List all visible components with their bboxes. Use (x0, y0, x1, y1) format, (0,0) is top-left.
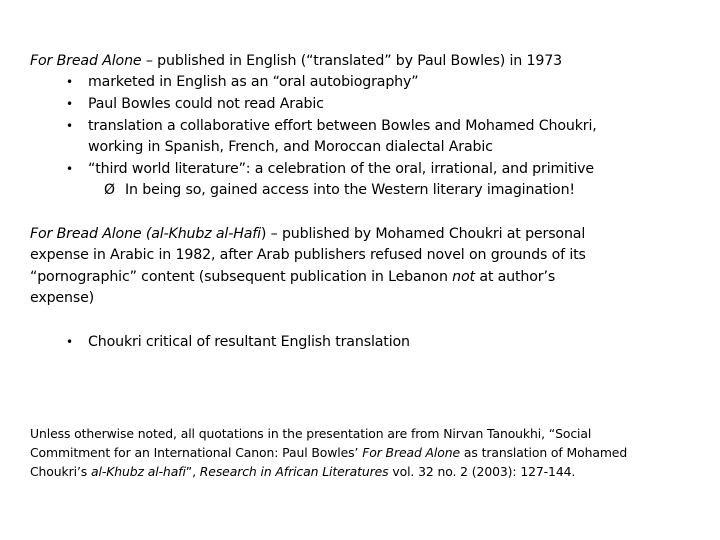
bullet-item-continuation: working in Spanish, French, and Moroccan dialectal Arabic (88, 139, 493, 155)
footnote-text: vol. 32 no. 2 (2003): 127-144. (388, 464, 576, 479)
bullet-item: marketed in English as an “oral autobiography” (88, 74, 419, 90)
bullet-marker: • (66, 119, 74, 133)
bullet-item: translation a collaborative effort between Bowles and Mohamed Choukri, (88, 118, 597, 134)
footnote-line (30, 442, 627, 463)
book-title: For Bread Alone (30, 53, 142, 69)
journal-title: Research in African Literatures (199, 464, 389, 479)
footnote-line (30, 461, 575, 482)
paragraph-line (30, 224, 585, 246)
book-title: al-Khubz al-hafi (90, 464, 186, 479)
paragraph-line (30, 267, 555, 289)
paragraph-line: expense in Arabic in 1982, after Arab publishers refused novel on grounds of its (30, 247, 586, 263)
footnote-text: ”, (185, 464, 200, 479)
emphasis: not (452, 269, 475, 285)
paragraph-text: ) – published by Mohamed Choukri at personal (260, 226, 586, 242)
bullet-item: Paul Bowles could not read Arabic (88, 96, 324, 112)
paragraph-text: at author’s (474, 269, 556, 285)
footnote-text: Commitment for an International Canon: Paul Bowles’ (30, 445, 363, 460)
footnote-text: as translation of Mohamed (460, 445, 628, 460)
book-title: For Bread Alone (al-Khubz al-Hafi (30, 226, 261, 242)
footnote-text: Choukri’s (30, 464, 91, 479)
paragraph-text: “pornographic” content (subsequent publication in Lebanon (30, 269, 453, 285)
arrow-bullet-icon: Ø (104, 182, 116, 198)
bullet-marker: • (66, 75, 74, 89)
bullet-marker: • (66, 335, 74, 349)
book-title: For Bread Alone (362, 445, 461, 460)
paragraph-heading (30, 51, 562, 73)
bullet-marker: • (66, 97, 74, 111)
bullet-item: Choukri critical of resultant English translation (88, 334, 410, 350)
bullet-item: “third world literature”: a celebration of the oral, irrational, and primitive (88, 161, 594, 177)
bullet-marker: • (66, 162, 74, 176)
sub-bullet-item: In being so, gained access into the Western literary imagination! (125, 182, 575, 198)
heading-text: – published in English (“translated” by Paul Bowles) in 1973 (141, 53, 562, 69)
paragraph-line: expense) (30, 290, 95, 306)
footnote-line: Unless otherwise noted, all quotations in the presentation are from Nirvan Tanoukhi, “Social (30, 426, 592, 441)
